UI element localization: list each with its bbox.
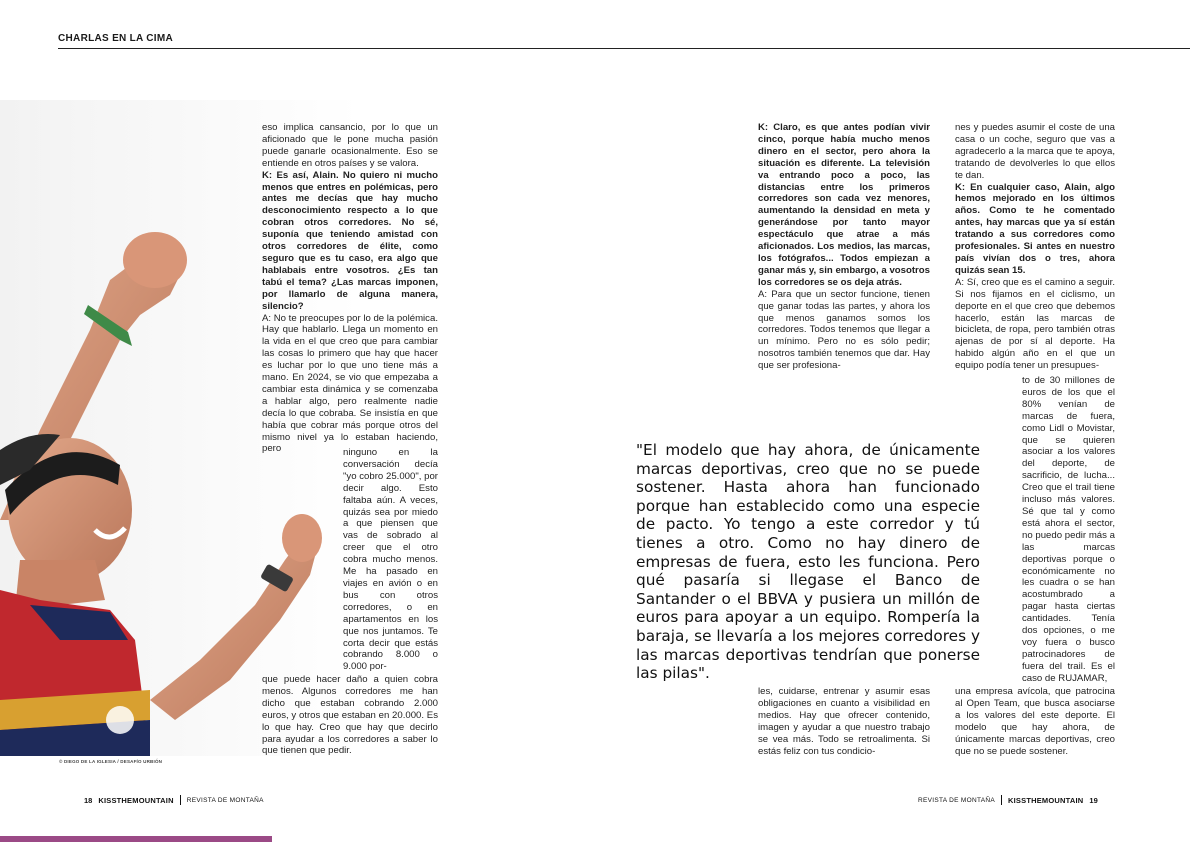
right-column-2-bottom: [955, 686, 1115, 757]
right-col2-paragraph: K: En cualquier caso, Alain, algo hemos mejorado en los últimos años. Como te he comentado antes, hay marcas que ya sí están tratando a sus corredores como profesionales. Si antes en nuestro país vivían dos o tres, ahora quizás sean 15.: [955, 181, 1115, 276]
right-col2-bottom-text: una empresa avícola, que patrocina al Open Team, que busca asociarse a los valores del este deporte. El modelo que hay ahora, de únicamente marcas deportivas, creo que no se puede sostener.: [955, 686, 1115, 757]
left-main-paragraph: K: Es así, Alain. No quiero ni mucho menos que entres en polémicas, pero antes me decías que hay mucho desconocimiento respecto a lo que cobran otros corredores. No sé, suponía que teniendo amistad con otros corredores de élite, como seguro que es tu caso, era algo que hablabais entre vosotros. ¿Es tan tabú el tema? ¿Las marcas imponen, por llamarlo de alguna manera, silencio?: [262, 169, 438, 312]
left-bottom-text: que puede hacer daño a quien cobra menos. Algunos corredores me han dicho que estaban cobrando 2.000 euros, y otros que estaban en 20.000. Es lo que hay. Creo que hay que decirlo para ayudar a los corredores a saber lo que tienen que pedir.: [262, 674, 438, 757]
left-narrow-text: ninguno en la conversación decía "yo cobro 25.000", por decir algo. Esto faltaba aún. A veces, quizás sea por miedo a que piensen que vas de sobrado al creer que el otro cobra mucho menos. Me ha pasado en viajes en avión o en bus con otros corredores, o en apartamentos en los que nos juntamos. Te corta decir que estás cobrando 8.000 o 9.000 por-: [343, 447, 438, 673]
section-title: CHARLAS EN LA CIMA: [58, 33, 174, 44]
page-number: 19: [1089, 795, 1098, 805]
folio-left: [84, 795, 264, 805]
right-col1-paragraph: A: Para que un sector funcione, tienen que ganar todas las partes, y ahora los que menos ganamos somos los corredores. Todos tenemos que llegar a un mínimo. Pero no es sólo pedir; nosotros también tenemos que dar. Hay que ser profesiona-: [758, 288, 930, 372]
folio-right: [918, 795, 1098, 805]
right-col2-paragraph: nes y puedes asumir el coste de una casa o un coche, seguro que vas a agradecerlo a la marca que te apoya, tratando de devolverles lo que ellos te dan.: [955, 122, 1115, 181]
right-column-2-narrow: [1022, 375, 1115, 685]
header-rule: [58, 48, 1190, 49]
folio-divider: [180, 795, 181, 805]
magazine-name: REVISTA DE MONTAÑA: [186, 796, 264, 804]
left-main-paragraph: eso implica cansancio, por lo que un aficionado que le pone mucha pasión puede ganarle ocasionalmente. Eso se entiende en otros países y se valora.: [262, 122, 438, 169]
page-number: 18: [84, 795, 93, 805]
right-col2-narrow-text: to de 30 millones de euros de los que el 80% venían de marcas de fuera, como Lidl o Movistar, que se quieren asociar a los valores del deporte, de sacrificio, de lucha... Creo que el trail tiene incluso más valores. Sé que tal y como está ahora el sector, no puedo pedir más a las marcas deportivas porque o económicamente no les cuadra o se han acostumbrado a pagar hasta ciertas cantidades. Tenía dos opciones, o me voy fuera o busco patrocinadores de fuera del trail. Es el caso de RUJAMAR,: [1022, 375, 1115, 684]
brand-name: KISSTHEMOUNTAIN: [1008, 795, 1084, 805]
folio-divider: [1001, 795, 1002, 805]
brand-name: KISSTHEMOUNTAIN: [98, 795, 174, 805]
right-col2-paragraph: A: Sí, creo que es el camino a seguir. Si nos fijamos en el ciclismo, un deporte en el que creo que debemos hacerlo, están las marcas de bicicleta, de ropa, pero también otras ajenas de por sí al deporte. Ha habido algún año en el que un equipo podía tener un presupues-: [955, 276, 1115, 372]
left-column-main: [262, 122, 438, 455]
right-col1-paragraph: K: Claro, es que antes podían vivir cinco, porque había mucho menos dinero en el sector, pero ahora la situación es diferente. La televisión va entrando poco a poco, las distancias entre los primeros corredores son cada vez menores, aumentando la densidad en meta y generándose por tanto mayor espectáculo que atrae a más aficionados. Los medios, las marcas, los fotógrafos... Todos empiezan a ganar más y, sin embargo, a vosotros los corredores se os deja atrás.: [758, 122, 930, 288]
right-column-1-bottom: [758, 686, 930, 757]
right-column-2-top: [955, 122, 1115, 372]
right-col1-bottom-text: les, cuidarse, entrenar y asumir esas obligaciones en cuanto a visibilidad en medios. Hay que ofrecer contenido, imagen y ayudar a que nuestro trabajo se vea más. Todo se retroalimenta. Si estás feliz con tus condicio-: [758, 686, 930, 757]
right-column-1-top: [758, 122, 930, 372]
pull-quote: "El modelo que hay ahora, de únicamente marcas deportivas, creo que no se puede sostener. Hasta ahora han funcionado porque han establecido como una especie de pacto. Yo tengo a este corredor y tú tienes a otro. Como no hay dinero de empresas de fuera, esto les funciona. Pero qué pasaría si llegase el Banco de Santander o el BBVA y pusiera un millón de euros para apoyar a un equipo. Rompería la baraja, se llevaría a los mejores corredores y las marcas deportivas tendrían que ponerse las pilas".: [636, 441, 980, 683]
photo-credit: © DIEGO DE LA IGLESIA / DESAFÍO URBIÓN: [59, 759, 163, 764]
left-column-bottom: [262, 674, 438, 757]
accent-bottom-bar: [0, 836, 272, 842]
magazine-name: REVISTA DE MONTAÑA: [918, 796, 996, 804]
left-column-narrow: [343, 447, 438, 673]
left-main-paragraph: A: No te preocupes por lo de la polémica. Hay que hablarlo. Llega un momento en la vida en el que creo que para cambiar las cosas lo primero que hay que hacer es luchar por lo que uno tiene más a mano. En 2024, se vio que empezaba a cambiar esta dinámica y se comenzaba a hablar algo, pero realmente nadie decía lo que cobraba. Se insistía en que había que cobrar más porque otros del mismo nivel ya lo estaban haciendo, pero: [262, 312, 438, 455]
